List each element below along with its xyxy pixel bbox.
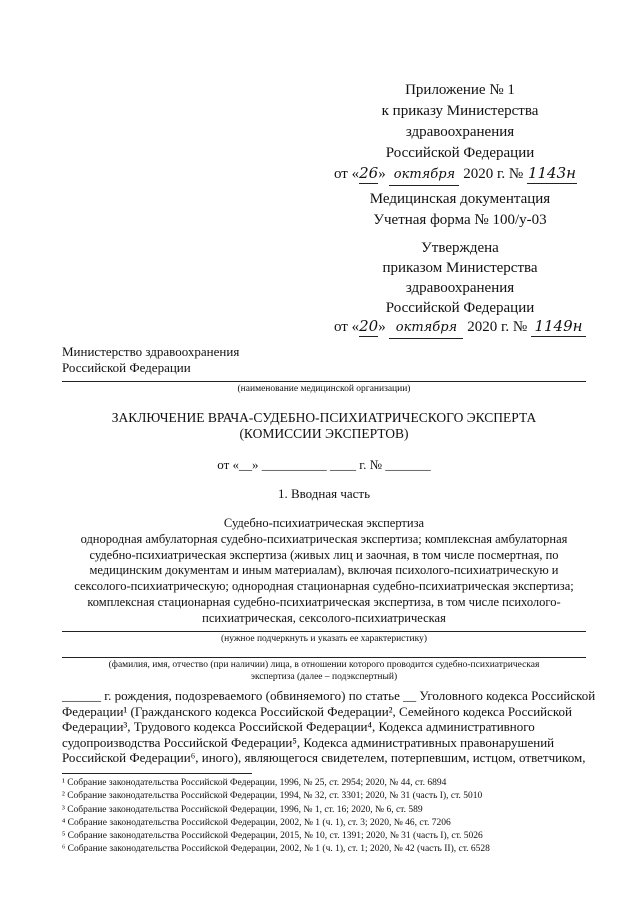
org-line-1: Министерство здравоохранения — [62, 344, 240, 359]
approved-block — [330, 238, 590, 318]
exam-title: Судебно-психиатрическая экспертиза — [223, 516, 425, 530]
exam-line-3: медицинским документам и иным материалам), включая психолого-психиатрическую и — [89, 563, 559, 578]
section-heading: 1. Вводная часть — [277, 486, 371, 501]
document-title — [62, 410, 586, 442]
person-caption: (фамилия, имя, отчество (при наличии) лица, в отношении которого проводится судебно-психиатрическая экспертиза (далее – подэкспертный) — [108, 660, 540, 682]
approved-date-line: от «20» октября 2020 г. № 1149н — [334, 316, 604, 339]
footnote-5: ⁵ Собрание законодательства Российской Федерации, 2015, № 10, ст. 1391; 2020, № 31 (часть I), ст. 5026 — [62, 831, 483, 842]
approved-ministry-2: Российской Федерации — [385, 300, 535, 316]
appendix-header — [330, 80, 590, 164]
footnotes — [62, 777, 602, 857]
footnote-separator — [62, 773, 252, 774]
footnote-2: ² Собрание законодательства Российской Федерации, 1994, № 32, ст. 3301; 2020, № 31 (часть I), ст. 5010 — [62, 791, 483, 802]
footnote-4: ⁴ Собрание законодательства Российской Федерации, 2002, № 1 (ч. 1), ст. 3; 2020, № 46, ст. 7206 — [62, 817, 451, 828]
approved-by: приказом Министерства — [382, 260, 538, 276]
header-date-month: октября — [389, 165, 459, 186]
title-line-1: ЗАКЛЮЧЕНИЕ ВРАЧА-СУДЕБНО-ПСИХИАТРИЧЕСКОГО ЭКСПЕРТА — [111, 410, 537, 425]
exam-description — [62, 516, 586, 627]
exam-line-6: психиатрическая, сексолого-психиатрическая — [202, 610, 446, 625]
ministry-line-1: здравоохранения — [405, 124, 515, 140]
approved-order-number: 1149н — [531, 316, 586, 337]
title-line-2: (КОМИССИИ ЭКСПЕРТОВ) — [239, 426, 409, 441]
approved-ministry-1: здравоохранения — [405, 280, 515, 296]
org-caption: (наименование медицинской организации) — [237, 384, 411, 394]
body-line-4: судопроизводства Российской Федерации⁵, Кодекса административных правонарушений — [62, 734, 555, 750]
title-date-line: от «__» __________ ____ г. № _______ — [217, 457, 431, 472]
form-info — [330, 183, 590, 231]
footnote-1: ¹ Собрание законодательства Российской Федерации, 1996, № 25, ст. 2954; 2020, № 44, ст. 6894 — [62, 778, 447, 788]
footnote-6: ⁶ Собрание законодательства Российской Федерации, 2002, № 1 (ч. 1), ст. 1; 2020, № 42 (часть II), ст. 6528 — [62, 844, 490, 855]
approved-date-day: 20 — [359, 317, 379, 335]
exam-line-5: комплексная стационарная судебно-психиатрическая экспертиза, в том числе психолого- — [87, 594, 561, 609]
exam-caption: (нужное подчеркнуть и указать ее характеристику) — [220, 634, 428, 644]
body-line-5: Российской Федерации⁶, иного), являющегося свидетелем, потерпевшим, истцом, ответчиком, — [62, 750, 586, 765]
person-underline — [62, 657, 586, 658]
body-paragraph — [62, 688, 596, 766]
doc-type: Медицинская документация — [369, 191, 551, 207]
exam-line-1: однородная амбулаторная судебно-психиатрическая экспертиза; комплексная амбулаторная — [80, 531, 568, 546]
appendix-title: Приложение № 1 — [405, 82, 515, 98]
header-order-number: 1143н — [527, 164, 577, 182]
body-line-2: Федерации¹ (Гражданского кодекса Российской Федерации², Семейного кодекса Российской — [62, 703, 573, 719]
exam-line-4: сексолого-психиатрическую; однородная стационарная судебно-психиатрическая экспертиза; — [74, 579, 574, 594]
header-date-line: от «26» октября 2020 г. № 1143н — [334, 163, 594, 186]
approved-date-month: октября — [389, 318, 463, 339]
body-line-3: Федерации³, Трудового кодекса Российской Федерации⁴, Кодекса административного — [62, 719, 535, 734]
footnote-3: ³ Собрание законодательства Российской Федерации, 1996, № 1, ст. 16; 2020, № 6, ст. 589 — [62, 804, 423, 815]
header-date-day: 26 — [359, 164, 379, 182]
organization — [62, 344, 362, 376]
org-underline — [62, 381, 586, 382]
body-line-1: ______ г. рождения, подозреваемого (обвиняемого) по статье __ Уголовного кодекса Российской — [62, 688, 596, 703]
exam-underline — [62, 631, 586, 632]
ministry-line-2: Российской Федерации — [385, 145, 535, 161]
order-line: к приказу Министерства — [381, 103, 539, 119]
org-line-2: Российской Федерации — [62, 360, 191, 375]
exam-line-2: судебно-психиатрическая экспертиза (живых лиц и заочная, в том числе посмертная, по — [89, 547, 559, 562]
approved-title: Утверждена — [421, 240, 499, 256]
form-number: Учетная форма № 100/у-03 — [373, 212, 547, 228]
